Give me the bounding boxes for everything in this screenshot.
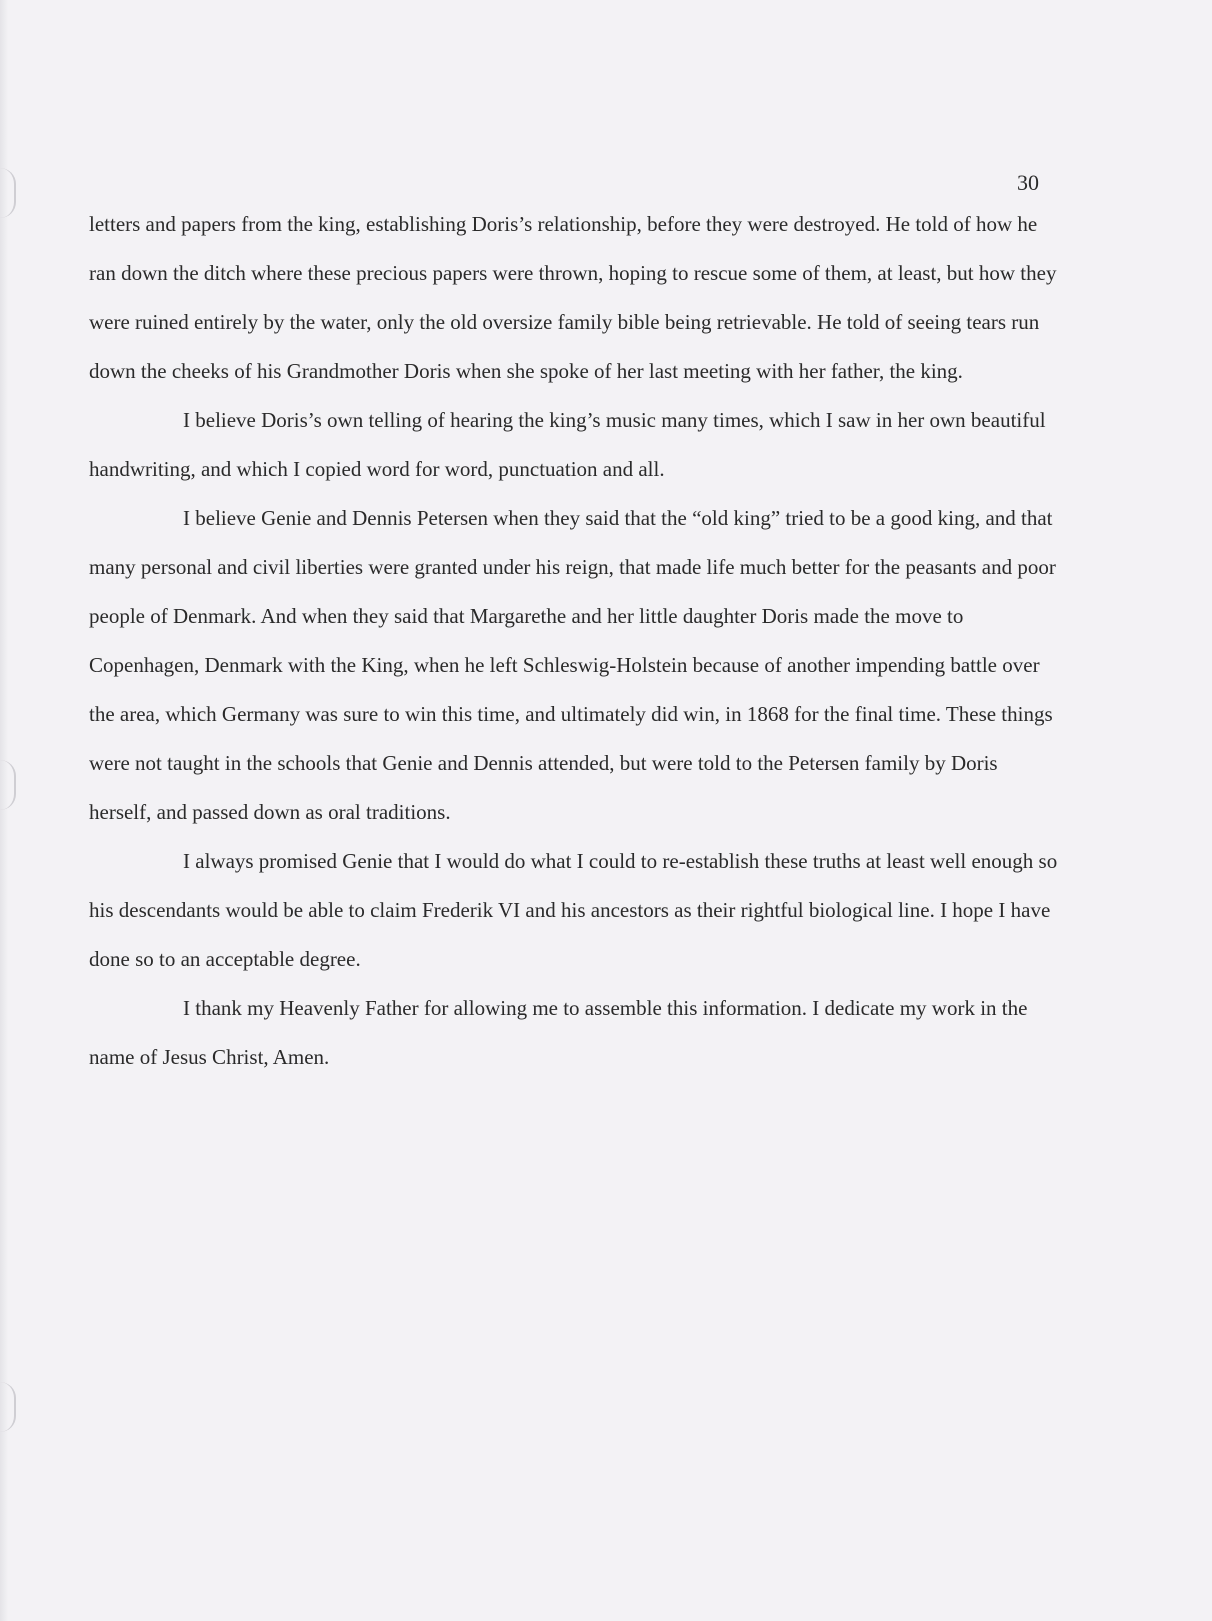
paragraph: I always promised Genie that I would do what I could to re-establish these truths at least well enough so his descendants would be able to claim Frederik VI and his ancestors as their rightful biological line. I hope I have done so to an acceptable degree. xyxy=(89,849,1058,971)
page-number: 30 xyxy=(1017,170,1039,195)
paragraph: letters and papers from the king, establishing Doris’s relationship, before they were destroyed. He told of how he ran down the ditch where these precious papers were thrown, hoping to rescue some of them, at least, but how they were ruined entirely by the water, only the old oversize family bible being retrievable. He told of seeing tears run down the cheeks of his Grandmother Doris when she spoke of her last meeting with her father, the king. xyxy=(89,212,1057,383)
binding-hole-mark xyxy=(0,168,16,218)
binding-hole-mark xyxy=(0,760,16,810)
body-text xyxy=(89,200,1059,1082)
scan-edge-shadow xyxy=(0,0,8,1621)
paragraph: I believe Doris’s own telling of hearing the king’s music many times, which I saw in her own beautiful handwriting, and which I copied word for word, punctuation and all. xyxy=(89,408,1046,481)
paragraph: I thank my Heavenly Father for allowing me to assemble this information. I dedicate my work in the name of Jesus Christ, Amen. xyxy=(89,996,1028,1069)
paragraph: I believe Genie and Dennis Petersen when they said that the “old king” tried to be a good king, and that many personal and civil liberties were granted under his reign, that made life much better for the peasants and poor people of Denmark. And when they said that Margarethe and her little daughter Doris made the move to Copenhagen, Denmark with the King, when he left Schleswig-Holstein because of another impending battle over the area, which Germany was sure to win this time, and ultimately did win, in 1868 for the final time. These things were not taught in the schools that Genie and Dennis attended, but were told to the Petersen family by Doris herself, and passed down as oral traditions. xyxy=(89,506,1056,824)
binding-hole-mark xyxy=(0,1382,16,1432)
